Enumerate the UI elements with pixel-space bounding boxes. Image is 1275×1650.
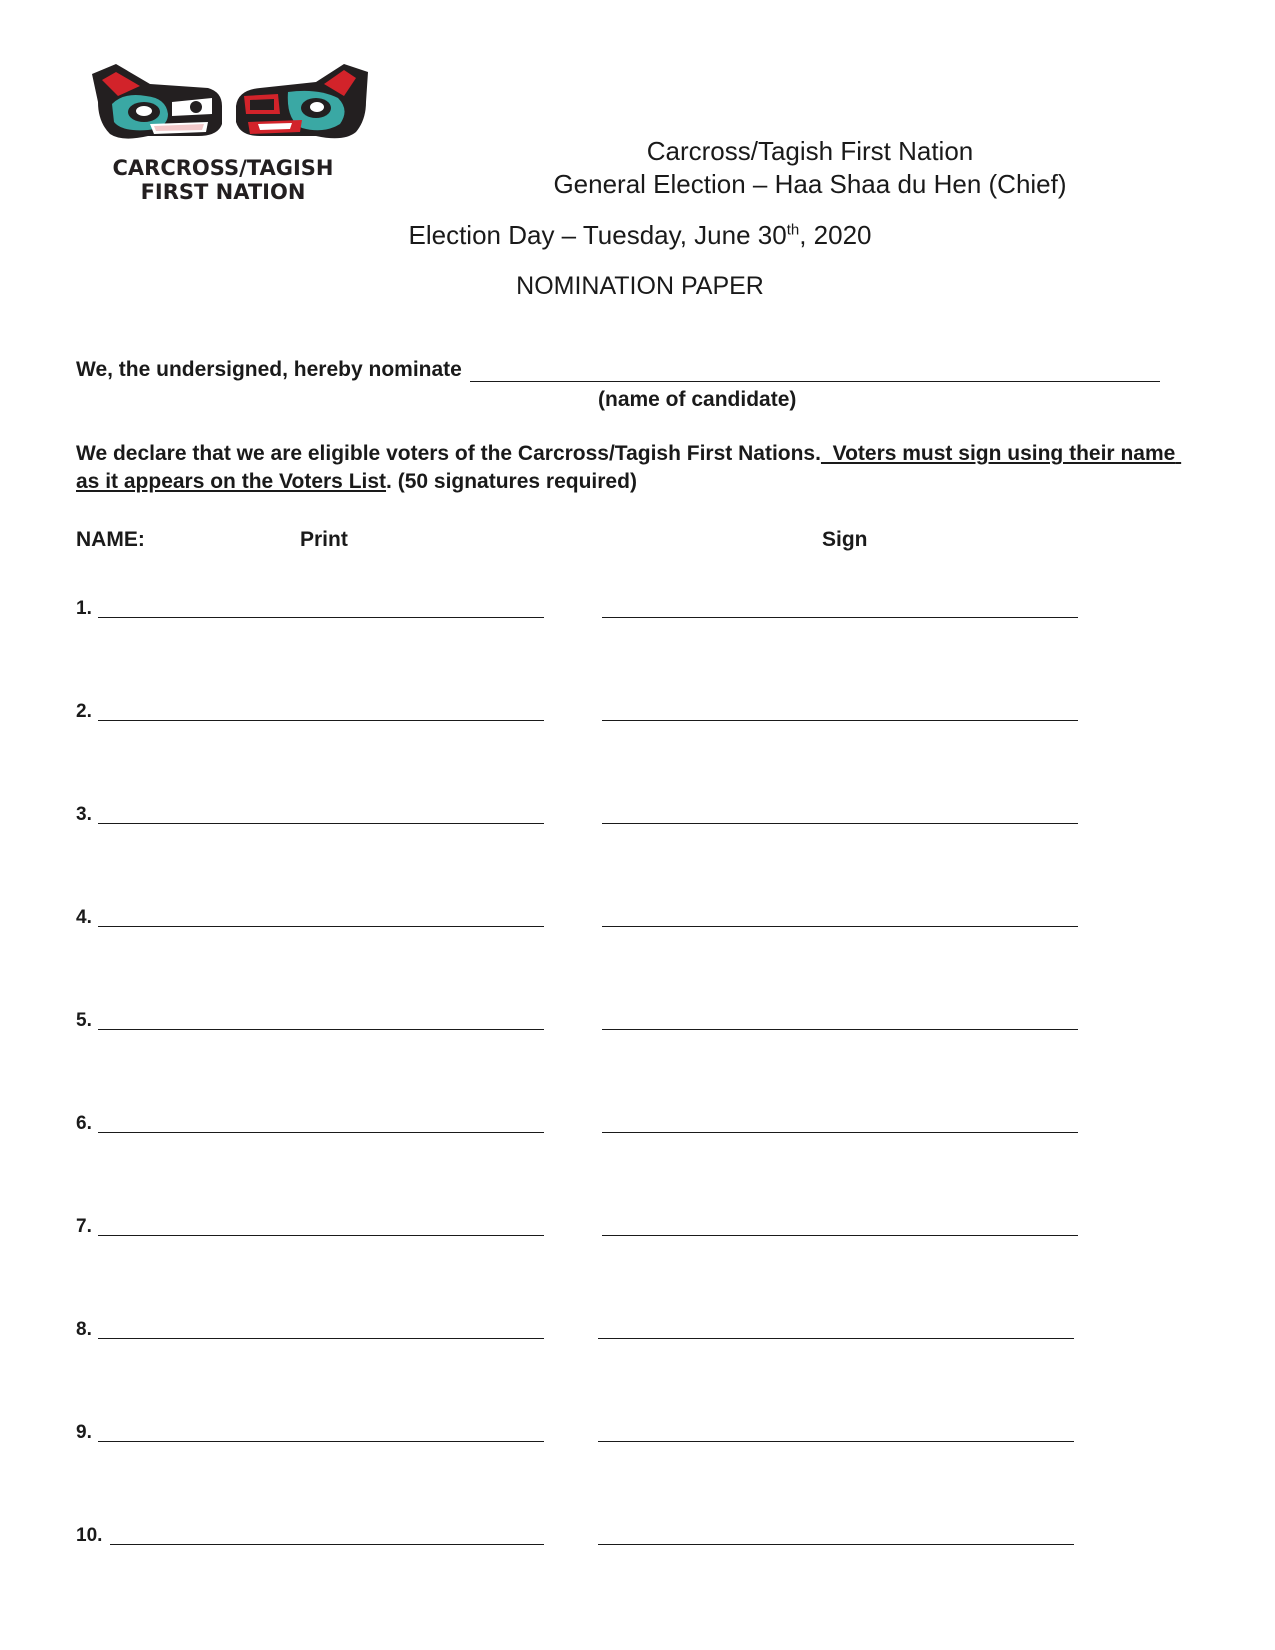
election-name: General Election – Haa Shaa du Hen (Chief) xyxy=(553,169,1067,199)
print-name-field[interactable] xyxy=(98,1338,544,1339)
row-number: 3. xyxy=(76,804,92,825)
print-name-field[interactable] xyxy=(98,1441,544,1442)
signature-field[interactable] xyxy=(602,720,1078,721)
election-day-suffix: , 2020 xyxy=(799,220,872,250)
row-number: 10. xyxy=(76,1525,103,1546)
page-title: NOMINATION PAPER xyxy=(516,272,764,300)
column-header-print: Print xyxy=(300,528,348,551)
print-name-field[interactable] xyxy=(98,823,544,824)
declaration-underlined: Voters must sign using their name as it appears on the Voters List xyxy=(76,442,1182,493)
signature-field[interactable] xyxy=(602,1029,1078,1030)
signature-field[interactable] xyxy=(598,1441,1074,1442)
nominate-intro: We, the undersigned, hereby nominate xyxy=(76,358,462,381)
row-number: 6. xyxy=(76,1113,92,1134)
cttfn-logo xyxy=(88,62,388,222)
print-name-field[interactable] xyxy=(110,1544,544,1545)
row-number: 8. xyxy=(76,1319,92,1340)
signature-row xyxy=(76,1210,1176,1240)
row-number: 5. xyxy=(76,1010,92,1031)
signature-field[interactable] xyxy=(598,1338,1074,1339)
candidate-name-field[interactable] xyxy=(470,363,1160,382)
print-name-field[interactable] xyxy=(98,1029,544,1030)
print-name-field[interactable] xyxy=(98,720,544,721)
signature-row xyxy=(76,592,1176,622)
formline-logo-icon xyxy=(88,62,378,157)
logo-text-line1: CARCROSS/TAGISH xyxy=(112,156,334,180)
row-number: 9. xyxy=(76,1422,92,1443)
print-name-field[interactable] xyxy=(98,1235,544,1236)
print-name-field[interactable] xyxy=(98,1132,544,1133)
row-number: 1. xyxy=(76,598,92,619)
signature-field[interactable] xyxy=(602,617,1078,618)
signature-row xyxy=(76,1313,1176,1343)
signature-field[interactable] xyxy=(602,926,1078,927)
column-header-sign: Sign xyxy=(822,528,868,551)
column-header-name: NAME: xyxy=(76,528,145,551)
row-number: 2. xyxy=(76,701,92,722)
print-name-field[interactable] xyxy=(98,617,544,618)
declaration-tail: . (50 signatures required) xyxy=(386,470,637,493)
signature-row xyxy=(76,1107,1176,1137)
signature-field[interactable] xyxy=(602,1235,1078,1236)
print-name-field[interactable] xyxy=(98,926,544,927)
election-day xyxy=(330,220,950,251)
signature-row xyxy=(76,1519,1176,1549)
signature-row xyxy=(76,901,1176,931)
logo-text-line2: FIRST NATION xyxy=(140,180,306,204)
signature-row xyxy=(76,798,1176,828)
nominate-statement xyxy=(76,358,1160,382)
organization-name: Carcross/Tagish First Nation xyxy=(646,136,974,166)
row-number: 4. xyxy=(76,907,92,928)
signature-row xyxy=(76,1004,1176,1034)
signature-row xyxy=(76,1416,1176,1446)
signature-field[interactable] xyxy=(598,1544,1074,1545)
row-number: 7. xyxy=(76,1216,92,1237)
signature-field[interactable] xyxy=(602,1132,1078,1133)
signature-field[interactable] xyxy=(602,823,1078,824)
signature-row xyxy=(76,695,1176,725)
election-day-superscript: th xyxy=(786,221,800,239)
declaration-text: We declare that we are eligible voters of the Carcross/Tagish First Nations. xyxy=(76,442,821,465)
election-day-prefix: Election Day – Tuesday, June 30 xyxy=(408,220,787,250)
candidate-caption: (name of candidate) xyxy=(598,388,797,411)
declaration xyxy=(76,440,1201,496)
